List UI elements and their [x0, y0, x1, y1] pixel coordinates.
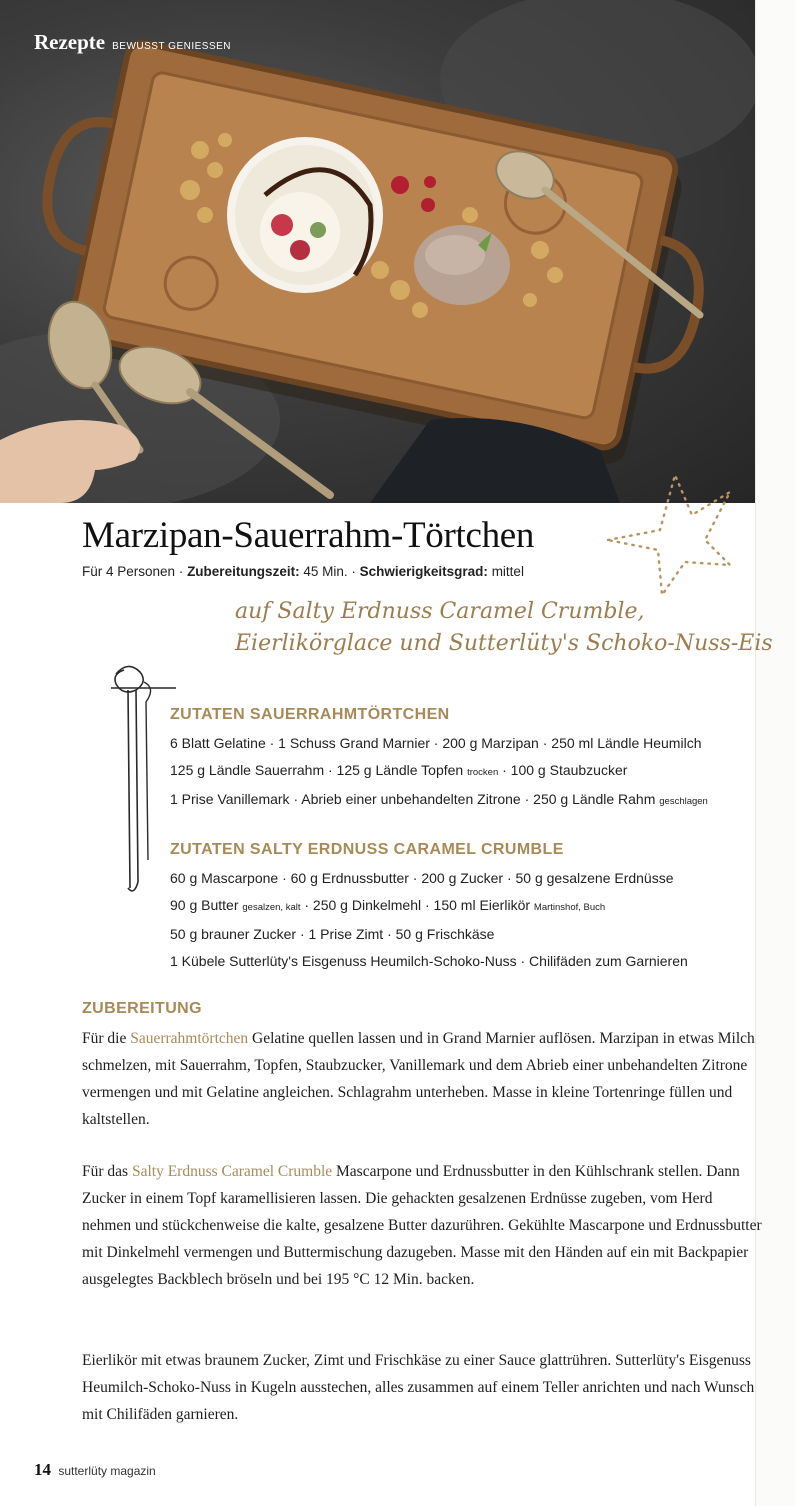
- servings: Für 4 Personen: [82, 564, 176, 579]
- recipe-meta: Für 4 Personen · Zubereitungszeit: 45 Min. · Schwierigkeitsgrad: mittel: [82, 564, 524, 579]
- section-title: Rezepte: [34, 30, 106, 54]
- highlight-text: Sauerrahmtörtchen: [130, 1030, 249, 1047]
- preparation-paragraph-3: Eierlikör mit etwas braunem Zucker, Zimt und Frischkäse zu einer Sauce glattrühren. Sutterlüty's Eisgenuss Heumilch-Schoko-Nuss in Kugeln ausstechen, alles zusammen auf einem Teller anrichten und nach Wunsch mit Chilifäden garnieren.: [82, 1352, 755, 1423]
- paragraph-text: Für das: [82, 1163, 129, 1180]
- dessert-photo: [0, 0, 755, 503]
- ingredient-text: · 250 g Dinkelmehl · 150 ml Eierlikör: [304, 897, 531, 913]
- ingredient-text: 90 g Butter: [170, 897, 239, 913]
- dotted-star-icon: [600, 470, 740, 600]
- preparation-paragraph-2: [82, 1158, 762, 1293]
- ingredient-line: [170, 786, 740, 815]
- paragraph-text: Für die: [82, 1030, 127, 1047]
- page-footer: [34, 1460, 156, 1480]
- ingredient-note: gesalzen, kalt: [242, 902, 301, 913]
- ingredient-note: geschlagen: [659, 796, 708, 807]
- difficulty-value: mittel: [491, 564, 524, 579]
- ingredients-sauerrahm-heading: ZUTATEN SAUERRAHMTÖRTCHEN: [170, 706, 450, 723]
- ingredient-note: trocken: [467, 767, 499, 778]
- pin-scribble-icon: [108, 660, 178, 895]
- preparation-heading: ZUBEREITUNG: [82, 1000, 202, 1017]
- page-number: 14: [34, 1460, 51, 1479]
- recipe-subtitle: [235, 596, 773, 660]
- ingredient-line: 6 Blatt Gelatine · 1 Schuss Grand Marnier · 200 g Marzipan · 250 ml Ländle Heumilch: [170, 735, 702, 751]
- ingredient-line: 1 Kübele Sutterlüty's Eisgenuss Heumilch-Schoko-Nuss · Chilifäden zum Garnieren: [170, 953, 688, 969]
- section-label: [34, 30, 231, 55]
- ingredient-line: [170, 892, 740, 921]
- prep-time-label: Zubereitungszeit:: [187, 564, 300, 579]
- ingredient-line: 50 g brauner Zucker · 1 Prise Zimt · 50 g Frischkäse: [170, 926, 495, 942]
- dessert-illustration: [0, 0, 755, 503]
- difficulty-label: Schwierigkeitsgrad:: [359, 564, 488, 579]
- ingredient-line: [170, 757, 740, 786]
- ingredients-crumble: [170, 841, 740, 975]
- subtitle-line-2: Eierlikörglace und Sutterlüty's Schoko-Nuss-Eis: [235, 631, 773, 656]
- ingredient-text: · 100 g Staubzucker: [502, 762, 628, 778]
- paragraph-text: Gelatine quellen lassen und in Grand Marnier auflösen. Marzipan in etwas Milch schmelzen, mit Sauerrahm, Topfen, Staubzucker, Vanillemark und dem Abrieb einer unbehandelten Zitrone vermengen und mit Gelatine angleichen. Schlagrahm unterheben. Masse in kleine Tortenringe füllen und kaltstellen.: [82, 1030, 755, 1128]
- prep-time-value: 45 Min.: [303, 564, 348, 579]
- ingredients-crumble-heading: ZUTATEN SALTY ERDNUSS CARAMEL CRUMBLE: [170, 841, 564, 858]
- section-subtitle: BEWUSST GENIESSEN: [112, 41, 232, 52]
- ingredient-line: 60 g Mascarpone · 60 g Erdnussbutter · 200 g Zucker · 50 g gesalzene Erdnüsse: [170, 870, 674, 886]
- subtitle-line-1: auf Salty Erdnuss Caramel Crumble,: [235, 599, 645, 624]
- highlight-text: Salty Erdnuss Caramel Crumble: [131, 1163, 333, 1180]
- preparation-paragraph-1: [82, 1025, 762, 1133]
- recipe-title: Marzipan-Sauerrahm-Törtchen: [82, 515, 535, 556]
- paragraph-text: Mascarpone und Erdnussbutter in den Kühlschrank stellen. Dann Zucker in einem Topf karamellisieren lassen. Die gehackten gesalzenen Erdnüsse zugeben, vom Herd nehmen und stückchenweise die kalte, gesalzene Butter dazurühren. Gekühlte Mascarpone und Erdnussbutter mit Dinkelmehl vermengen und Buttermischung dazugeben. Masse mit den Händen auf ein mit Backpapier ausgelegtes Backblech bröseln und bei 195 °C 12 Min. backen.: [82, 1163, 762, 1288]
- ingredient-note: Martinshof, Buch: [533, 902, 606, 913]
- magazine-name: sutterlüty magazin: [58, 1464, 156, 1478]
- ingredient-text: 125 g Ländle Sauerrahm · 125 g Ländle Topfen: [170, 762, 464, 778]
- ingredients-sauerrahm: [170, 706, 740, 815]
- ingredient-text: 1 Prise Vanillemark · Abrieb einer unbehandelten Zitrone · 250 g Ländle Rahm: [170, 791, 656, 807]
